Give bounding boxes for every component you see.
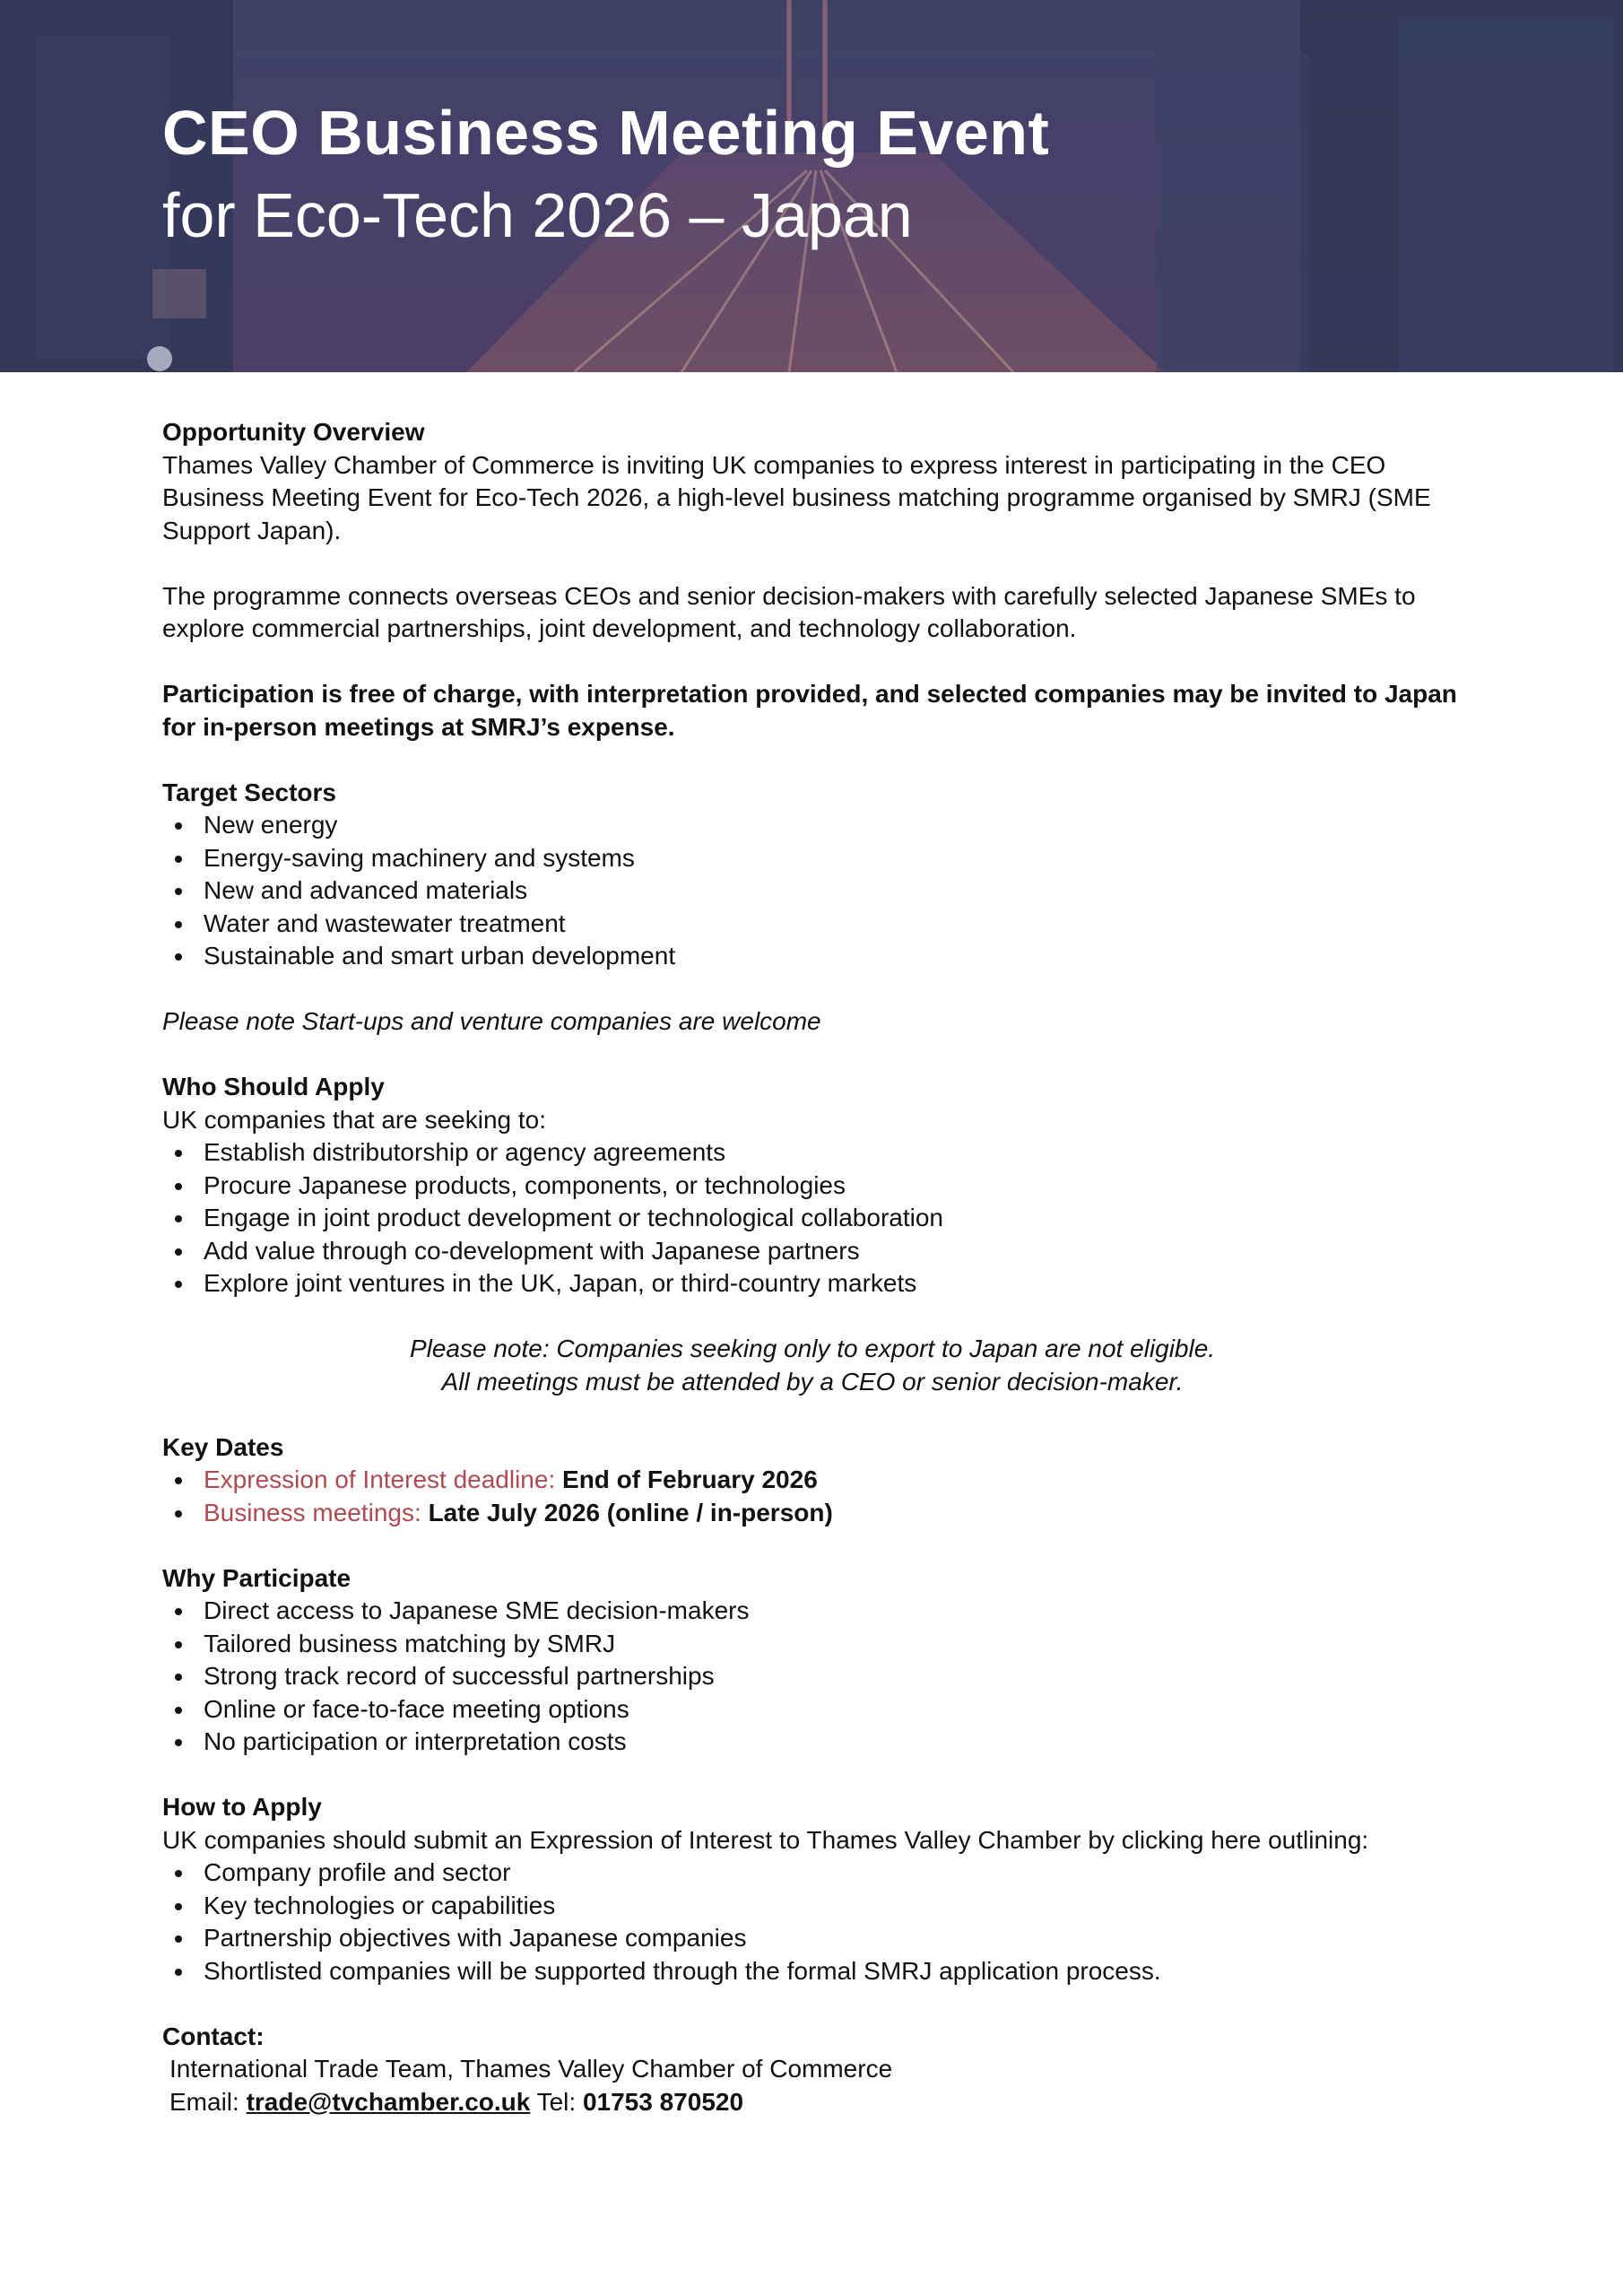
list-item: New energy (162, 809, 1471, 842)
eligibility-note-line-2: All meetings must be attended by a CEO or senior decision-maker. (441, 1367, 1184, 1396)
sectors-heading: Target Sectors (162, 778, 336, 806)
list-item (162, 1497, 1471, 1530)
overview-paragraph-2: The programme connects overseas CEOs and senior decision-makers with carefully selected Japanese SMEs to explore commercial partnerships, joint development, and technology collaboration. (162, 581, 1416, 642)
date-value: Late July 2026 (online / in-person) (428, 1498, 833, 1526)
list-item: Sustainable and smart urban development (162, 940, 1471, 973)
overview-heading: Opportunity Overview (162, 418, 425, 446)
page-title: CEO Business Meeting Event (162, 98, 1050, 168)
list-item: New and advanced materials (162, 874, 1471, 908)
document-body (162, 416, 1471, 2118)
list-item: Company profile and sector (162, 1857, 1471, 1890)
dates-heading: Key Dates (162, 1432, 284, 1461)
tel-number: 01753 870520 (582, 2087, 744, 2116)
list-item: Shortlisted companies will be supported through the formal SMRJ application process. (162, 1955, 1471, 1988)
contact-heading: Contact: (162, 2022, 265, 2050)
list-item: Explore joint ventures in the UK, Japan, or third-country markets (162, 1267, 1471, 1300)
list-item: Energy-saving machinery and systems (162, 842, 1471, 875)
dates-list (162, 1464, 1471, 1529)
list-item: Establish distributorship or agency agreements (162, 1136, 1471, 1170)
date-label: Expression of Interest deadline: (204, 1465, 556, 1493)
sectors-list (162, 809, 1471, 973)
email-link[interactable]: trade@tvchamber.co.uk (246, 2087, 531, 2116)
date-value: End of February 2026 (562, 1465, 818, 1493)
contact-details (162, 2086, 1471, 2119)
list-item (162, 1464, 1471, 1497)
hero-banner (0, 0, 1623, 372)
list-item: Online or face-to-face meeting options (162, 1693, 1471, 1726)
overview-paragraph-1: Thames Valley Chamber of Commerce is inviting UK companies to express interest in participating in the CEO Business Meeting Event for Eco-Tech 2026, a high-level business matching programme organised by SMRJ (SME Support Japan). (162, 450, 1431, 544)
email-label: Email: (169, 2087, 239, 2116)
apply-heading: How to Apply (162, 1793, 322, 1821)
list-item: Engage in joint product development or technological collaboration (162, 1202, 1471, 1235)
list-item: Procure Japanese products, components, or technologies (162, 1170, 1471, 1203)
apply-list (162, 1857, 1471, 1987)
startups-note: Please note Start-ups and venture companies are welcome (162, 1007, 821, 1035)
list-item: No participation or interpretation costs (162, 1726, 1471, 1759)
why-heading: Why Participate (162, 1563, 352, 1592)
eligibility-note-line-1: Please note: Companies seeking only to export to Japan are not eligible. (409, 1335, 1216, 1362)
who-heading: Who Should Apply (162, 1073, 385, 1100)
list-item: Key technologies or capabilities (162, 1890, 1471, 1923)
list-item: Water and wastewater treatment (162, 908, 1471, 941)
contact-team: International Trade Team, Thames Valley Chamber of Commerce (169, 2055, 893, 2083)
page-subtitle: for Eco-Tech 2026 – Japan (162, 180, 913, 250)
overview-paragraph-3: Participation is free of charge, with interpretation provided, and selected companies may be invited to Japan for in-person meetings at SMRJ’s expense. (162, 680, 1457, 741)
list-item: Add value through co-development with Japanese partners (162, 1235, 1471, 1268)
why-list (162, 1595, 1471, 1759)
list-item: Direct access to Japanese SME decision-makers (162, 1595, 1471, 1628)
tel-label: Tel: (536, 2087, 577, 2116)
date-label: Business meetings: (204, 1498, 421, 1526)
who-list (162, 1136, 1471, 1300)
who-intro: UK companies that are seeking to: (162, 1105, 547, 1134)
list-item: Strong track record of successful partnerships (162, 1660, 1471, 1693)
list-item: Partnership objectives with Japanese companies (162, 1922, 1471, 1955)
apply-intro: UK companies should submit an Expression of Interest to Thames Valley Chamber by clicking here outlining: (162, 1825, 1369, 1854)
list-item: Tailored business matching by SMRJ (162, 1628, 1471, 1661)
